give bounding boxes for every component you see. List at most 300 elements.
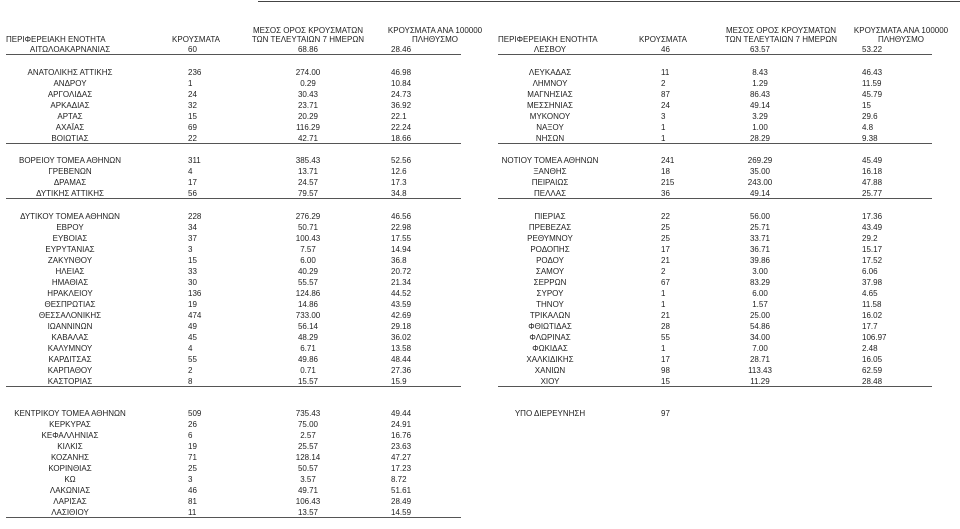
table-row <box>0 166 960 177</box>
region-name: ΦΛΩΡΙΝΑΣ <box>529 333 571 342</box>
region-name: ΛΕΣΒΟΥ <box>533 45 567 54</box>
cases-value: 4 <box>188 167 193 176</box>
per-capita-value: 15.17 <box>862 245 883 254</box>
region-name: ΞΑΝΘΗΣ <box>533 167 567 176</box>
region-name: ΧΑΛΚΙΔΙΚΗΣ <box>526 355 574 364</box>
per-capita-value: 17.55 <box>391 234 412 243</box>
per-capita-value: 24.73 <box>391 90 412 99</box>
per-capita-value: 28.46 <box>391 45 412 54</box>
avg-value: 49.71 <box>297 486 319 495</box>
avg-value: 3.00 <box>752 267 768 276</box>
table-row <box>0 255 960 266</box>
header-avg-right <box>718 26 844 44</box>
cases-value: 136 <box>188 289 202 298</box>
header-per-left <box>380 26 490 44</box>
region-name: ΑΝΔΡΟΥ <box>53 79 87 88</box>
cases-value: 60 <box>188 45 197 54</box>
avg-value: 25.57 <box>297 442 319 451</box>
region-name: ΔΥΤΙΚΗΣ ΑΤΤΙΚΗΣ <box>36 189 104 198</box>
cases-value: 30 <box>188 278 197 287</box>
per-capita-value: 16.05 <box>862 355 883 364</box>
per-capita-value: 46.43 <box>862 68 883 77</box>
cases-value: 55 <box>188 355 197 364</box>
avg-value: 34.00 <box>749 333 771 342</box>
table-row <box>0 233 960 244</box>
avg-value: 116.29 <box>296 123 320 132</box>
cases-value: 15 <box>188 256 197 265</box>
region-name: ΠΕΙΡΑΙΩΣ <box>531 178 569 187</box>
cases-value: 33 <box>188 267 197 276</box>
avg-value: 6.00 <box>300 256 316 265</box>
cases-value: 15 <box>661 377 670 386</box>
per-capita-value: 49.44 <box>391 409 412 418</box>
table-row <box>0 408 960 419</box>
region-name: ΡΕΘΥΜΝΟΥ <box>527 234 573 243</box>
table-row <box>0 474 960 485</box>
avg-value: 40.29 <box>297 267 319 276</box>
table-row <box>0 496 960 507</box>
table-row <box>0 133 960 144</box>
per-capita-value: 29.18 <box>391 322 412 331</box>
avg-value: 24.57 <box>297 178 319 187</box>
avg-value: 11.29 <box>750 377 770 386</box>
region-name: ΔΥΤΙΚΟΥ ΤΟΜΕΑ ΑΘΗΝΩΝ <box>20 212 120 221</box>
region-name: ΙΩΑΝΝΙΝΩΝ <box>47 322 93 331</box>
table-row <box>0 485 960 496</box>
per-capita-value: 45.49 <box>862 156 883 165</box>
region-name: ΛΕΥΚΑΔΑΣ <box>528 68 572 77</box>
avg-value: 49.86 <box>297 355 319 364</box>
region-name: ΧΑΝΙΩΝ <box>534 366 566 375</box>
cases-value: 56 <box>188 189 197 198</box>
cases-value: 98 <box>661 366 670 375</box>
avg-value: 39.86 <box>749 256 771 265</box>
cases-value: 15 <box>188 112 197 121</box>
table-row <box>0 441 960 452</box>
avg-value: 385.43 <box>295 156 321 165</box>
avg-value: 13.71 <box>297 167 319 176</box>
region-name: ΣΥΡΟΥ <box>536 289 564 298</box>
header-per-line2: ΠΛΗΘΥΣΜΟ <box>411 35 459 44</box>
region-name: ΑΡΤΑΣ <box>57 112 83 121</box>
region-name: ΚΑΒΑΛΑΣ <box>51 333 89 342</box>
table-row <box>0 299 960 310</box>
per-capita-value: 53.22 <box>862 45 883 54</box>
cases-value: 1 <box>661 289 666 298</box>
cases-value: 1 <box>661 123 666 132</box>
cases-value: 1 <box>661 344 666 353</box>
region-name: ΑΝΑΤΟΛΙΚΗΣ ΑΤΤΙΚΗΣ <box>27 68 113 77</box>
cases-value: 228 <box>188 212 202 221</box>
cases-value: 69 <box>188 123 197 132</box>
region-name: ΖΑΚΥΝΘΟΥ <box>47 256 93 265</box>
cases-value: 11 <box>661 68 670 77</box>
table-row <box>0 100 960 111</box>
per-capita-value: 22.1 <box>391 112 407 121</box>
per-capita-value: 47.27 <box>391 453 412 462</box>
region-name: ΛΑΡΙΣΑΣ <box>53 497 87 506</box>
per-capita-value: 11.58 <box>862 300 882 309</box>
avg-value: 79.57 <box>297 189 319 198</box>
per-capita-value: 62.59 <box>862 366 883 375</box>
per-capita-value: 28.48 <box>862 377 883 386</box>
avg-value: 20.29 <box>297 112 319 121</box>
per-capita-value: 6.06 <box>862 267 878 276</box>
avg-value: 735.43 <box>295 409 321 418</box>
avg-value: 3.29 <box>752 112 768 121</box>
avg-value: 33.71 <box>749 234 771 243</box>
per-capita-value: 12.6 <box>391 167 407 176</box>
cases-value: 1 <box>661 300 666 309</box>
per-capita-value: 25.77 <box>862 189 883 198</box>
region-name: ΚΑΡΠΑΘΟΥ <box>47 366 93 375</box>
avg-value: 35.00 <box>749 167 771 176</box>
table-row <box>0 365 960 376</box>
cases-value: 24 <box>661 101 670 110</box>
header-per-right <box>846 26 956 44</box>
avg-value: 23.71 <box>297 101 319 110</box>
per-capita-value: 21.34 <box>391 278 412 287</box>
cases-value: 24 <box>188 90 197 99</box>
region-name: ΠΕΛΛΑΣ <box>533 189 567 198</box>
region-name: ΚΩ <box>64 475 76 484</box>
avg-value: 49.14 <box>749 189 771 198</box>
region-name: ΠΡΕΒΕΖΑΣ <box>528 223 572 232</box>
region-name: ΚΙΛΚΙΣ <box>57 442 83 451</box>
region-name: ΛΑΚΩΝΙΑΣ <box>49 486 91 495</box>
avg-value: 68.86 <box>297 45 319 54</box>
avg-value: 276.29 <box>295 212 321 221</box>
avg-value: 48.29 <box>297 333 319 342</box>
region-name: ΣΑΜΟΥ <box>535 267 565 276</box>
region-name: ΡΟΔΟΠΗΣ <box>530 245 570 254</box>
per-capita-value: 13.58 <box>391 344 412 353</box>
cases-value: 67 <box>661 278 670 287</box>
region-name: ΜΑΓΝΗΣΙΑΣ <box>527 90 573 99</box>
per-capita-value: 42.69 <box>391 311 412 320</box>
avg-value: 28.29 <box>749 134 771 143</box>
avg-value: 1.29 <box>752 79 768 88</box>
region-name: ΤΡΙΚΑΛΩΝ <box>529 311 571 320</box>
header-region-left: ΠΕΡΙΦΕΡΕΙΑΚΗ ΕΝΟΤΗΤΑ <box>6 35 106 44</box>
avg-value: 50.57 <box>297 464 319 473</box>
avg-value: 30.43 <box>297 90 319 99</box>
per-capita-value: 16.02 <box>862 311 883 320</box>
region-name: ΜΕΣΣΗΝΙΑΣ <box>527 101 573 110</box>
avg-value: 25.71 <box>749 223 771 232</box>
region-name: ΒΟΙΩΤΙΑΣ <box>51 134 89 143</box>
region-name: ΤΗΝΟΥ <box>536 300 564 309</box>
avg-value: 15.57 <box>297 377 319 386</box>
region-name: ΝΑΞΟΥ <box>536 123 564 132</box>
region-name: ΚΕΝΤΡΙΚΟΥ ΤΟΜΕΑ ΑΘΗΝΩΝ <box>14 409 126 418</box>
cases-value: 19 <box>188 300 197 309</box>
avg-value: 63.57 <box>749 45 771 54</box>
cases-value: 3 <box>188 475 193 484</box>
cases-value: 37 <box>188 234 197 243</box>
cases-value: 215 <box>661 178 675 187</box>
cases-value: 46 <box>188 486 197 495</box>
region-name: ΚΕΦΑΛΛΗΝΙΑΣ <box>41 431 99 440</box>
avg-value: 25.00 <box>749 311 771 320</box>
cases-value: 509 <box>188 409 202 418</box>
avg-value: 54.86 <box>749 322 771 331</box>
avg-value: 1.57 <box>752 300 768 309</box>
avg-value: 0.71 <box>300 366 316 375</box>
avg-value: 0.29 <box>300 79 316 88</box>
cases-value: 19 <box>188 442 197 451</box>
per-capita-value: 34.8 <box>391 189 407 198</box>
table-row <box>0 321 960 332</box>
avg-value: 733.00 <box>295 311 321 320</box>
avg-value: 113.43 <box>748 366 772 375</box>
per-capita-value: 45.79 <box>862 90 883 99</box>
table-row <box>0 277 960 288</box>
region-name: ΛΑΣΙΘΙΟΥ <box>51 508 89 517</box>
region-name: ΗΡΑΚΛΕΙΟΥ <box>47 289 93 298</box>
region-name: ΚΑΡΔΙΤΣΑΣ <box>48 355 92 364</box>
avg-value: 100.43 <box>295 234 321 243</box>
per-capita-value: 4.8 <box>862 123 874 132</box>
header-region-right: ΠΕΡΙΦΕΡΕΙΑΚΗ ΕΝΟΤΗΤΑ <box>498 35 598 44</box>
row-underline <box>6 517 461 518</box>
region-name: ΔΡΑΜΑΣ <box>53 178 87 187</box>
cases-value: 81 <box>188 497 197 506</box>
table-row <box>0 288 960 299</box>
per-capita-value: 46.56 <box>391 212 412 221</box>
cases-value: 21 <box>661 311 670 320</box>
cases-value: 241 <box>661 156 675 165</box>
table-row <box>0 430 960 441</box>
per-capita-value: 17.52 <box>862 256 883 265</box>
row-underline <box>498 386 932 387</box>
avg-value: 7.00 <box>752 344 768 353</box>
cases-value: 87 <box>661 90 670 99</box>
per-capita-value: 11.59 <box>862 79 882 88</box>
table-row <box>0 244 960 255</box>
header-cases-left: ΚΡΟΥΣΜΑΤΑ <box>172 35 220 44</box>
header-per-line2: ΠΛΗΘΥΣΜΟ <box>877 35 925 44</box>
cases-value: 17 <box>661 245 670 254</box>
avg-value: 2.57 <box>300 431 316 440</box>
cases-value: 25 <box>188 464 197 473</box>
avg-value: 36.71 <box>749 245 771 254</box>
table-row <box>0 122 960 133</box>
per-capita-value: 17.7 <box>862 322 878 331</box>
avg-value: 56.14 <box>297 322 319 331</box>
header-per-line1: ΚΡΟΥΣΜΑΤΑ ΑΝΑ 100000 <box>387 26 483 35</box>
cases-value: 18 <box>661 167 670 176</box>
cases-value: 46 <box>661 45 670 54</box>
per-capita-value: 14.94 <box>391 245 412 254</box>
cases-value: 71 <box>188 453 197 462</box>
region-name: ΕΒΡΟΥ <box>56 223 84 232</box>
region-name: ΝΗΣΩΝ <box>535 134 565 143</box>
table-row <box>0 452 960 463</box>
region-name: ΚΟΡΙΝΘΙΑΣ <box>48 464 92 473</box>
cases-value: 32 <box>188 101 197 110</box>
region-name: ΕΥΡΥΤΑΝΙΑΣ <box>45 245 95 254</box>
per-capita-value: 37.98 <box>862 278 883 287</box>
cases-value: 22 <box>661 212 670 221</box>
table-row <box>0 188 960 199</box>
per-capita-value: 22.98 <box>391 223 412 232</box>
table-row <box>0 343 960 354</box>
per-capita-value: 27.36 <box>391 366 412 375</box>
per-capita-value: 24.91 <box>391 420 412 429</box>
region-name: ΡΟΔΟΥ <box>536 256 564 265</box>
cases-value: 4 <box>188 344 193 353</box>
cases-value: 1 <box>661 134 666 143</box>
avg-value: 8.43 <box>752 68 768 77</box>
header-avg-line2: ΤΩΝ ΤΕΛΕΥΤΑΙΩΝ 7 ΗΜΕΡΩΝ <box>724 35 838 44</box>
region-name: ΘΕΣΠΡΩΤΙΑΣ <box>44 300 96 309</box>
per-capita-value: 43.59 <box>391 300 412 309</box>
table-row <box>0 354 960 365</box>
region-name: ΧΙΟΥ <box>540 377 560 386</box>
cases-value: 25 <box>661 223 670 232</box>
avg-value: 243.00 <box>747 178 773 187</box>
cases-value: 55 <box>661 333 670 342</box>
table-row <box>0 507 960 518</box>
avg-value: 7.57 <box>300 245 316 254</box>
avg-value: 128.14 <box>295 453 321 462</box>
top-rule <box>258 1 960 2</box>
per-capita-value: 47.88 <box>862 178 883 187</box>
cases-value: 17 <box>661 355 670 364</box>
cases-value: 3 <box>188 245 193 254</box>
per-capita-value: 46.98 <box>391 68 412 77</box>
header-avg-line1: ΜΕΣΟΣ ΟΡΟΣ ΚΡΟΥΣΜΑΤΩΝ <box>725 26 837 35</box>
per-capita-value: 4.65 <box>862 289 878 298</box>
per-capita-value: 29.2 <box>862 234 878 243</box>
per-capita-value: 43.49 <box>862 223 883 232</box>
region-name: ΑΧΑΪΑΣ <box>55 123 85 132</box>
region-name: ΓΡΕΒΕΝΩΝ <box>48 167 92 176</box>
region-name: ΑΙΤΩΛΟΑΚΑΡΝΑΝΙΑΣ <box>29 45 111 54</box>
per-capita-value: 16.18 <box>862 167 883 176</box>
cases-value: 2 <box>661 79 666 88</box>
per-capita-value: 15.9 <box>391 377 407 386</box>
cases-value: 97 <box>661 409 670 418</box>
region-name: ΕΥΒΟΙΑΣ <box>52 234 88 243</box>
per-capita-value: 22.24 <box>391 123 412 132</box>
avg-value: 1.00 <box>752 123 768 132</box>
region-name: ΝΟΤΙΟΥ ΤΟΜΕΑ ΑΘΗΝΩΝ <box>501 156 599 165</box>
region-name: ΜΥΚΟΝΟΥ <box>529 112 571 121</box>
avg-value: 49.14 <box>749 101 771 110</box>
cases-value: 3 <box>661 112 666 121</box>
table-row <box>0 111 960 122</box>
cases-value: 17 <box>188 178 197 187</box>
table-row <box>0 419 960 430</box>
table-row <box>0 78 960 89</box>
table-row <box>0 155 960 166</box>
cases-value: 45 <box>188 333 197 342</box>
avg-value: 83.29 <box>749 278 771 287</box>
per-capita-value: 2.48 <box>862 344 878 353</box>
cases-value: 28 <box>661 322 670 331</box>
header-avg-line1: ΜΕΣΟΣ ΟΡΟΣ ΚΡΟΥΣΜΑΤΩΝ <box>252 26 364 35</box>
cases-value: 49 <box>188 322 197 331</box>
table-row <box>0 177 960 188</box>
region-name: ΦΩΚΙΔΑΣ <box>532 344 568 353</box>
cases-value: 2 <box>661 267 666 276</box>
per-capita-value: 36.92 <box>391 101 412 110</box>
table-row <box>0 67 960 78</box>
table-row <box>0 376 960 387</box>
cases-value: 34 <box>188 223 197 232</box>
region-name: ΘΕΣΣΑΛΟΝΙΚΗΣ <box>38 311 102 320</box>
per-capita-value: 23.63 <box>391 442 412 451</box>
per-capita-value: 36.8 <box>391 256 407 265</box>
per-capita-value: 52.56 <box>391 156 412 165</box>
region-name: ΠΙΕΡΙΑΣ <box>534 212 566 221</box>
avg-value: 124.86 <box>295 289 321 298</box>
per-capita-value: 9.38 <box>862 134 878 143</box>
region-name: ΒΟΡΕΙΟΥ ΤΟΜΕΑ ΑΘΗΝΩΝ <box>18 156 122 165</box>
header-avg-line2: ΤΩΝ ΤΕΛΕΥΤΑΙΩΝ 7 ΗΜΕΡΩΝ <box>251 35 365 44</box>
cases-value: 11 <box>188 508 197 517</box>
cases-value: 22 <box>188 134 197 143</box>
per-capita-value: 29.6 <box>862 112 878 121</box>
avg-value: 106.43 <box>295 497 321 506</box>
avg-value: 55.57 <box>297 278 319 287</box>
region-name: ΛΗΜΝΟΥ <box>532 79 568 88</box>
avg-value: 274.00 <box>295 68 321 77</box>
avg-value: 75.00 <box>297 420 319 429</box>
per-capita-value: 36.02 <box>391 333 412 342</box>
per-capita-value: 18.66 <box>391 134 412 143</box>
per-capita-value: 15 <box>862 101 871 110</box>
avg-value: 50.71 <box>297 223 319 232</box>
cases-value: 21 <box>661 256 670 265</box>
avg-value: 28.71 <box>749 355 771 364</box>
per-capita-value: 8.72 <box>391 475 407 484</box>
region-name: ΗΜΑΘΙΑΣ <box>51 278 89 287</box>
cases-value: 2 <box>188 366 193 375</box>
region-name: ΚΑΣΤΟΡΙΑΣ <box>47 377 93 386</box>
avg-value: 6.00 <box>752 289 768 298</box>
cases-value: 26 <box>188 420 197 429</box>
table-row <box>0 332 960 343</box>
avg-value: 56.00 <box>749 212 771 221</box>
region-name: ΚΑΛΥΜΝΟΥ <box>47 344 93 353</box>
avg-value: 269.29 <box>747 156 773 165</box>
avg-value: 42.71 <box>297 134 319 143</box>
per-capita-value: 51.61 <box>391 486 412 495</box>
cases-value: 6 <box>188 431 193 440</box>
table-row <box>0 44 960 55</box>
per-capita-value: 17.36 <box>862 212 883 221</box>
table-row <box>0 222 960 233</box>
header-cases-right: ΚΡΟΥΣΜΑΤΑ <box>639 35 687 44</box>
per-capita-value: 106.97 <box>862 333 887 342</box>
avg-value: 86.43 <box>749 90 771 99</box>
cases-value: 8 <box>188 377 193 386</box>
table-row <box>0 89 960 100</box>
cases-value: 25 <box>661 234 670 243</box>
per-capita-value: 17.3 <box>391 178 407 187</box>
per-capita-value: 17.23 <box>391 464 412 473</box>
per-capita-value: 48.44 <box>391 355 412 364</box>
cases-value: 236 <box>188 68 202 77</box>
cases-value: 311 <box>188 156 201 165</box>
row-underline <box>498 198 932 199</box>
region-name: ΗΛΕΙΑΣ <box>55 267 85 276</box>
per-capita-value: 16.76 <box>391 431 412 440</box>
region-name: ΑΡΓΟΛΙΔΑΣ <box>47 90 93 99</box>
